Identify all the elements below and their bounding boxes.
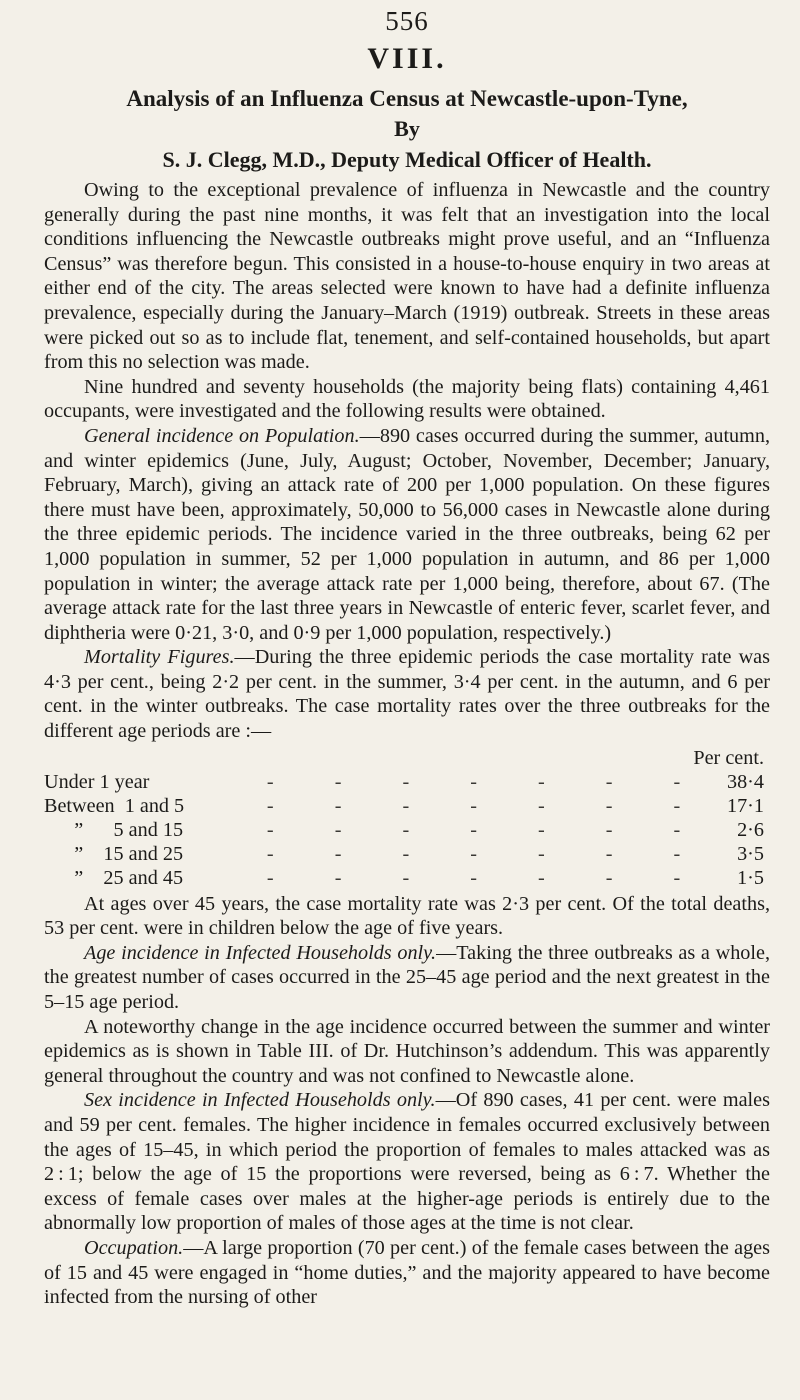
section-text-general-incidence: —890 cases occurred during the summer, autumn, and winter epidemics (June, July, August; October, November, December; January, February, March), giving an attack rate of 200 per 1,000 population. On these figures there must have been, approximately, 50,000 to 56,000 cases in Newcastle alone during the three epidemic periods. The incidence varied in the three outbreaks, being 62 per 1,000 population in summer, 52 per 1,000 population in autumn, and 86 per 1,000 population in winter; the average attack rate per 1,000 being, therefore, about 67. (The average attack rate for the last three years in Newcastle of enteric fever, scarlet fever, and diphtheria were 0·21, 3·0, and 0·9 per 1,000 population, respectively.) [44,424,770,644]
section-text-sex-incidence: —Of 890 cases, 41 per cent. were males and 59 per cent. females. The higher incidence in females occurred exclusively between the ages of 15–45, in which period the proportion of females to males attacked was as 2 : 1; below the age of 15 the proportions were reversed, being as 6 : 7. Whether the excess of female cases over males at the higher-age periods is entirely due to the abnormally low proportion of males of those ages at the time is not clear. [44,1089,770,1235]
paragraph-general-incidence [44,424,770,645]
row-label: ” 5 and 15 [44,818,184,841]
paragraph-occupation [44,1236,770,1310]
mortality-table [44,746,770,890]
table-row [44,866,770,890]
row-value: 3·5 [737,842,764,865]
section-lead-age-incidence: Age incidence in Infected Households only. [84,941,437,964]
section-text-occupation: —A large proportion (70 per cent.) of the female cases between the ages of 15 and 45 were engaged in “home duties,” and the majority appeared to have become infected from the nursing of other [44,1236,770,1309]
paragraph-sex-incidence [44,1088,770,1236]
leader-dots: - - - - - - - [266,794,709,817]
table-header-percent: Per cent. [693,746,764,769]
section-text-age-incidence: —Taking the three outbreaks as a whole, the greatest number of cases occurred in the 25–45 age period and the next greatest in the 5–15 age period. [44,941,771,1014]
leader-dots: - - - - - - - [266,866,709,889]
article-title: Analysis of an Influenza Census at Newcastle-upon-Tyne, [126,86,688,111]
byline: By [394,116,420,141]
leader-dots: - - - - - - - [266,770,709,793]
row-label: ” 15 and 25 [44,842,184,865]
row-value: 1·5 [737,866,764,889]
paragraph-age-change: A noteworthy change in the age incidence occurred between the summer and winter epidemics as is shown in Table III. of Dr. Hutchinson’s addendum. This was apparently general throughout the country and was not confined to Newcastle alone. [44,1015,770,1087]
section-lead-occupation: Occupation. [84,1236,184,1259]
row-label: ” 25 and 45 [44,866,184,889]
paragraph-age-over-45: At ages over 45 years, the case mortality rate was 2·3 per cent. Of the total deaths, 53 per cent. were in children below the age of five years. [44,892,770,940]
leader-dots: - - - - - - - [266,818,709,841]
section-lead-sex-incidence: Sex incidence in Infected Households only. [84,1089,436,1112]
table-row [44,770,770,794]
row-label: Under 1 year [44,770,150,793]
row-value: 17·1 [726,794,764,817]
table-row [44,818,770,842]
row-value: 2·6 [737,818,764,841]
section-lead-mortality: Mortality Figures. [84,646,235,669]
paragraph-age-incidence [44,941,770,1015]
section-text-mortality: —During the three epidemic periods the case mortality rate was 4·3 per cent., being 2·2 per cent. in the summer, 3·4 per cent. in the autumn, and 6 per cent. in the winter outbreaks. The case mortality rates over the three outbreaks for the different age periods are :— [44,646,770,743]
leader-dots: - - - - - - - [266,842,709,865]
page-number: 556 [385,6,429,36]
paragraph-households: Nine hundred and seventy households (the majority being flats) containing 4,461 occupants, were investigated and the following results were obtained. [44,375,770,423]
paragraph-intro: Owing to the exceptional prevalence of influenza in Newcastle and the country generally during the past nine months, it was felt that an investigation into the local conditions influencing the Newcastle outbreaks might prove useful, and an “Influenza Census” was therefore begun. This consisted in a house-to-house enquiry in two areas at either end of the city. The areas selected were known to have had a definite influenza prevalence, especially during the January–March (1919) outbreak. Streets in these areas were picked out so as to include flat, tenement, and self-contained households, but apart from this no selection was made. [44,179,770,374]
paragraph-mortality [44,645,770,743]
table-row [44,842,770,866]
row-value: 38·4 [726,770,764,793]
chapter-heading: VIII. [367,42,447,75]
author-line: S. J. Clegg, M.D., Deputy Medical Officer of Health. [162,147,652,172]
row-label: Between 1 and 5 [44,794,185,817]
table-row [44,794,770,818]
section-lead-general-incidence: General incidence on Population. [84,424,360,447]
